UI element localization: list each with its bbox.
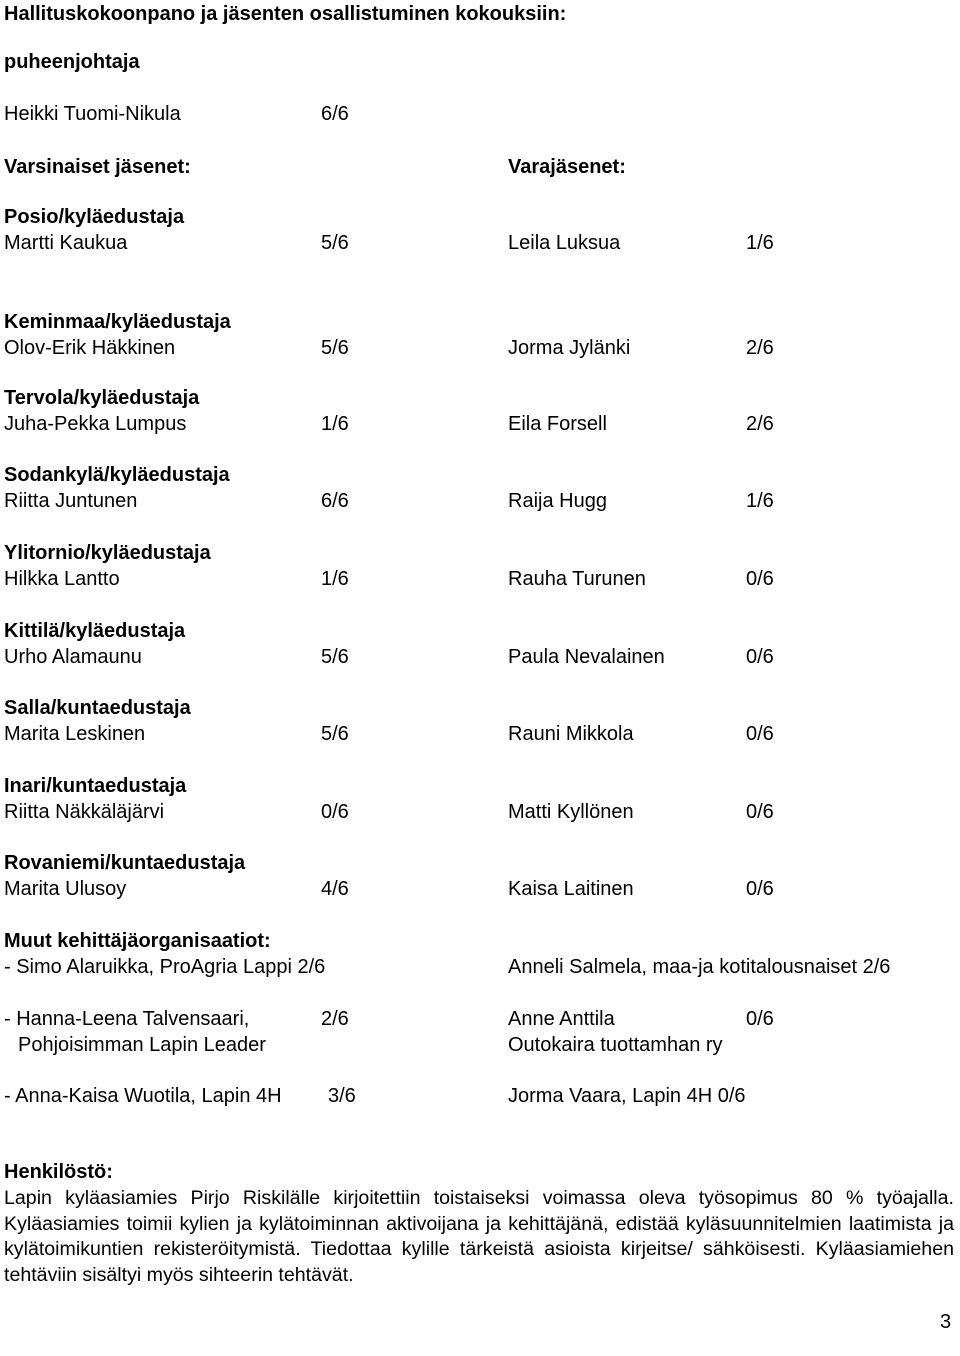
- deputy-attendance: 1/6: [746, 490, 774, 512]
- other-member-attendance: 3/6: [328, 1085, 356, 1107]
- group-title: Inari/kuntaedustaja: [4, 775, 187, 797]
- members-column-label: Varsinaiset jäsenet:: [4, 156, 191, 178]
- deputy-attendance: 0/6: [746, 801, 774, 823]
- deputy-name: Rauha Turunen: [508, 568, 646, 590]
- chair-name: Heikki Tuomi-Nikula: [4, 103, 181, 125]
- member-name: Olov-Erik Häkkinen: [4, 337, 176, 359]
- deputy-attendance: 2/6: [746, 337, 774, 359]
- member-attendance: 1/6: [321, 568, 349, 590]
- page-heading: Hallituskokoonpano ja jäsenten osallistuminen kokouksiin:: [4, 3, 567, 25]
- group-title: Sodankylä/kyläedustaja: [4, 464, 230, 486]
- group-title: Ylitornio/kyläedustaja: [4, 542, 211, 564]
- deputy-name: Raija Hugg: [508, 490, 607, 512]
- deputy-name: Jorma Jylänki: [508, 337, 631, 359]
- member-name: Martti Kaukua: [4, 232, 128, 254]
- deputy-attendance: 0/6: [746, 568, 774, 590]
- other-deputy: Anne Anttila: [508, 1008, 615, 1030]
- chair-label: puheenjohtaja: [4, 51, 140, 73]
- member-attendance: 6/6: [321, 490, 349, 512]
- group-title: Tervola/kyläedustaja: [4, 387, 200, 409]
- member-name: Juha-Pekka Lumpus: [4, 413, 187, 435]
- member-attendance: 5/6: [321, 723, 349, 745]
- deputy-attendance: 2/6: [746, 413, 774, 435]
- other-deputy-attendance: 0/6: [746, 1008, 774, 1030]
- member-name: Hilkka Lantto: [4, 568, 120, 590]
- staff-paragraph: Lapin kyläasiamies Pirjo Riskilälle kirjoitettiin toistaiseksi voimassa oleva työsopimus 80 % työajalla. Kyläasiamies toimii kylien ja kylätoiminnan aktivoijana ja kehittäjänä, edistää kyläsuunnitelmien laatimista ja kylätoimikuntien rekisteröitymistä. Tiedottaa kylille tärkeistä asioista kirjeitse/ sähköisesti. Kyläasiamiehen tehtäviin sisältyi myös sihteerin tehtävät.: [4, 1187, 954, 1287]
- member-attendance: 5/6: [321, 232, 349, 254]
- member-name: Marita Ulusoy: [4, 878, 127, 900]
- group-title: Posio/kyläedustaja: [4, 206, 185, 228]
- deputy-attendance: 1/6: [746, 232, 774, 254]
- member-name: Riitta Näkkäläjärvi: [4, 801, 165, 823]
- member-name: Urho Alamaunu: [4, 646, 142, 668]
- other-member-org: Pohjoisimman Lapin Leader: [18, 1034, 266, 1056]
- deputy-name: Kaisa Laitinen: [508, 878, 634, 900]
- group-title: Salla/kuntaedustaja: [4, 697, 191, 719]
- member-attendance: 4/6: [321, 878, 349, 900]
- deputy-attendance: 0/6: [746, 723, 774, 745]
- page-number: 3: [940, 1311, 952, 1333]
- deputy-name: Matti Kyllönen: [508, 801, 634, 823]
- staff-title: Henkilöstö:: [4, 1161, 113, 1183]
- member-attendance: 1/6: [321, 413, 349, 435]
- other-member: - Anna-Kaisa Wuotila, Lapin 4H: [4, 1085, 282, 1107]
- other-member: - Simo Alaruikka, ProAgria Lappi 2/6: [4, 956, 326, 978]
- other-deputy: Anneli Salmela, maa-ja kotitalousnaiset 2/6: [508, 956, 891, 978]
- chair-attendance: 6/6: [321, 103, 349, 125]
- other-member: - Hanna-Leena Talvensaari,: [4, 1008, 250, 1030]
- deputy-name: Rauni Mikkola: [508, 723, 634, 745]
- member-attendance: 5/6: [321, 646, 349, 668]
- group-title: Keminmaa/kyläedustaja: [4, 311, 231, 333]
- deputy-attendance: 0/6: [746, 878, 774, 900]
- deputy-name: Eila Forsell: [508, 413, 607, 435]
- member-name: Marita Leskinen: [4, 723, 146, 745]
- member-attendance: 5/6: [321, 337, 349, 359]
- group-title: Kittilä/kyläedustaja: [4, 620, 186, 642]
- member-name: Riitta Juntunen: [4, 490, 138, 512]
- deputies-column-label: Varajäsenet:: [508, 156, 626, 178]
- member-attendance: 0/6: [321, 801, 349, 823]
- other-orgs-title: Muut kehittäjäorganisaatiot:: [4, 930, 271, 952]
- deputy-attendance: 0/6: [746, 646, 774, 668]
- other-deputy: Jorma Vaara, Lapin 4H 0/6: [508, 1085, 746, 1107]
- deputy-name: Leila Luksua: [508, 232, 621, 254]
- group-title: Rovaniemi/kuntaedustaja: [4, 852, 246, 874]
- other-deputy-org: Outokaira tuottamhan ry: [508, 1034, 723, 1056]
- deputy-name: Paula Nevalainen: [508, 646, 665, 668]
- other-member-attendance: 2/6: [321, 1008, 349, 1030]
